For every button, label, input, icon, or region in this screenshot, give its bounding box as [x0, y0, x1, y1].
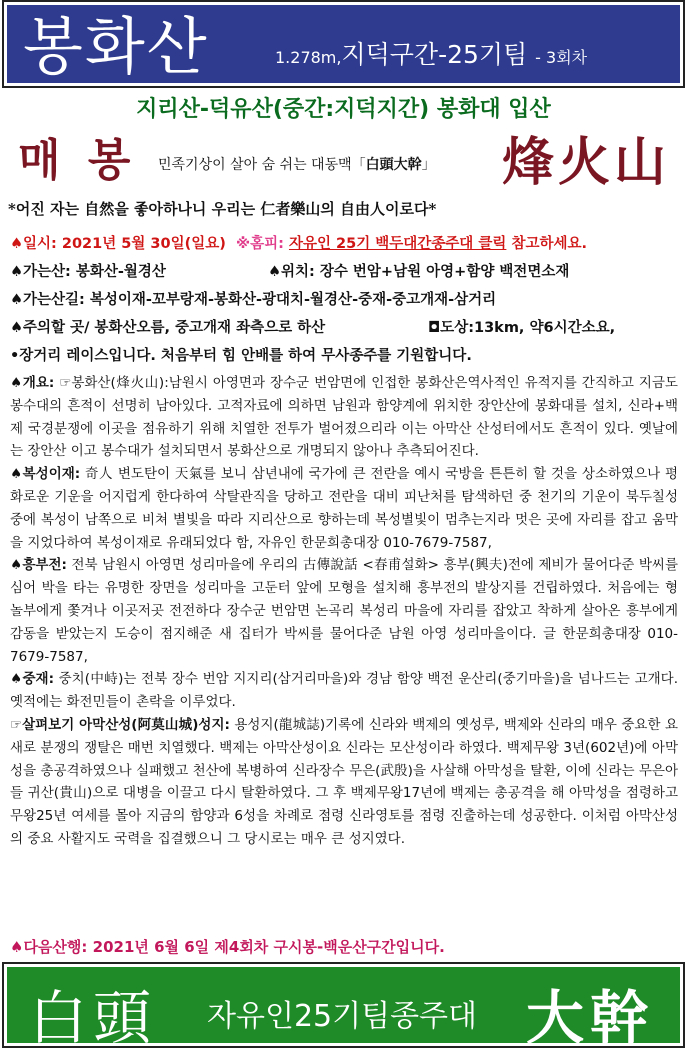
mountain-title: 봉화산: [23, 10, 209, 83]
caution-info: ♠주의할 곳/ 봉화산오름, 중고개재 좌측으로 하산: [10, 320, 326, 336]
mountain-info: ♠가는산: 봉화산-월경산: [10, 264, 166, 280]
body-text: [10, 372, 678, 851]
mountain-line: [10, 260, 680, 281]
footer-middle: 자유인25기팀종주대: [207, 999, 478, 1034]
location-info: ♠위치: 장수 번암+남원 아영+함양 백전면소재: [268, 264, 570, 280]
route-title: 지리산-덕유산(중간:지덕지간) 봉화대 입산: [136, 97, 551, 122]
next-hike: ♠다음산행: 2021년 6월 6일 제4회차 구시봉-백운산구간입니다.: [10, 938, 445, 956]
mountain-height: 1.278m,: [275, 48, 342, 67]
paragraph-overview: ♠개요: ☞봉화산(烽火山):남원시 아영면과 장수군 번암면에 인접한 봉화산은역사적인 유적지를 간직하고 지금도 봉수대의 흔적이 선명히 남아있다. 고적자료에 의하면 남원과 함양계에 위치한 장안산에 봉화대를 설치, 신라+백제 국경분쟁에 이곳을 점유하기 위해 치열한 전투가 벌어졌으리라 이는 아막산 산성터에서도 흔적이 있다. 옛날에는 장안산 이고 봉수대가 설치되면서 봉화산으로 개명되지 않아나 추측되어진다.: [10, 375, 678, 460]
feature-header: [18, 124, 678, 193]
paragraph-jungjae: ♠중재: 중치(中峙)는 전북 장수 번암 지지리(삼거리마을)와 경남 함양 백전 운산리(중기마을)을 넘나드는 고개다. 옛적에는 화전민들이 촌락을 이루었다.: [10, 671, 678, 711]
footer-left: 白頭: [29, 984, 158, 1052]
date: ♠일시: 2021년 5월 30일(일요): [10, 236, 226, 252]
homepage-link[interactable]: 자유인 25기 백두대간종주대 클릭: [288, 236, 507, 252]
team-name: 지덕구간-25기팀: [341, 40, 528, 69]
paragraph-amaksanseong: ☞살펴보기 아막산성(阿莫山城)성지: 용성지(龍城誌)기록에 신라와 백제의 옛성루, 백제와 신라의 매우 중요한 요새로 분쟁의 쟁탈은 매번 치열했다. 백제는 아막산성이요 신라는 모산성이라 하였다. 백제무왕 3년(602년)에 아막성을 총공격하였으나 실패했고 천산에 복병하여 신라장수 무은(武殷)을 사살해 아막성을 탈환, 이에 신라는 무은아들 귀산(貴山)으로 대병을 이끌고 다시 탈환하였다. 그 후 백제무왕17년에 백제는 총공격을 해 아막성을 점령하고 무왕25년 여세를 몰아 지금의 함양과 6성을 차례로 점령 신라영토를 점령 진출하는데 성공한다. 이처럼 아막산성의 중요 사활지도 국력을 집결했으니 그 당시로는 매우 큰 성지였다.: [10, 716, 679, 847]
footer-right: 大幹: [525, 984, 654, 1052]
section-subtitle: [275, 35, 587, 71]
footer-banner: [4, 964, 683, 1052]
distance-info: ◘도상:13km, 약6시간소요,: [428, 320, 616, 336]
title-banner: [4, 2, 683, 86]
date-line: ♠일시: 2021년 5월 30일(일요) ※홈피: 자유인 25기 백두대간종주대 클릭 참고하세요.: [10, 236, 587, 252]
route-info: ♠가는산길: 복성이재-꼬부랑재-봉화산-광대치-월경산-중재-중고개재-삼거리: [10, 292, 497, 308]
notice-info: •장거리 레이스입니다. 처음부터 힘 안배를 하여 무사종주를 기원합니다.: [10, 348, 472, 364]
paragraph-boksongijae: ♠복성이재: 奇人 변도탄이 天氣를 보니 삼년내에 국가에 큰 전란을 예시 국방을 튼튼히 할 것을 상소하였으나 평화로운 기운을 어지럽게 한다하여 삭탈관직을 당하고 전란을 대비 피난처를 탐색하던 중 천기의 기운이 북두칠성 중에 복성이 남쪽으로 비쳐 별빛을 따라 지리산으로 향하는데 복성별빛이 멈추는지라 멋은 곳에 자리를 잡고 움막을 지었다하여 복성이재로 유래되었다 함, 자유인 한문희총대장 010-7679-7587,: [10, 466, 679, 551]
peak-name: 매 봉: [18, 135, 137, 186]
caution-line: [10, 316, 680, 337]
motto: *어진 자는 自然을 좋아하나니 우리는 仁者樂山의 自由人이로다*: [8, 200, 437, 218]
round-number: - 3회차: [535, 48, 588, 67]
hanja-name: 烽火山: [501, 132, 670, 193]
feature-description: 민족기상이 살아 숨 쉬는 대동맥「白頭大幹」: [158, 157, 436, 173]
paragraph-heungbujeon: ♠흥부전: 전북 남원시 아영면 성리마을에 우리의 古傳說話 <春甫설화> 흥부(興夫)전에 제비가 물어다준 박씨를 심어 박을 타는 유명한 장면을 성리마을 고둔터 앞에 모형을 설치해 흥부전의 발상지를 건립하였다. 처음에는 형 놀부에게 쫓겨나 이곳저곳 전전하다 장수군 번암면 논곡리 복성리 마을에 자리를 잡았고 착하게 살아온 흥부에게 감동을 받았는지 도승이 점지해준 새 집터가 박씨를 물어다준 남원 아영 성리마을이다. 글 한문희총대장 010-7679-7587,: [10, 557, 679, 665]
